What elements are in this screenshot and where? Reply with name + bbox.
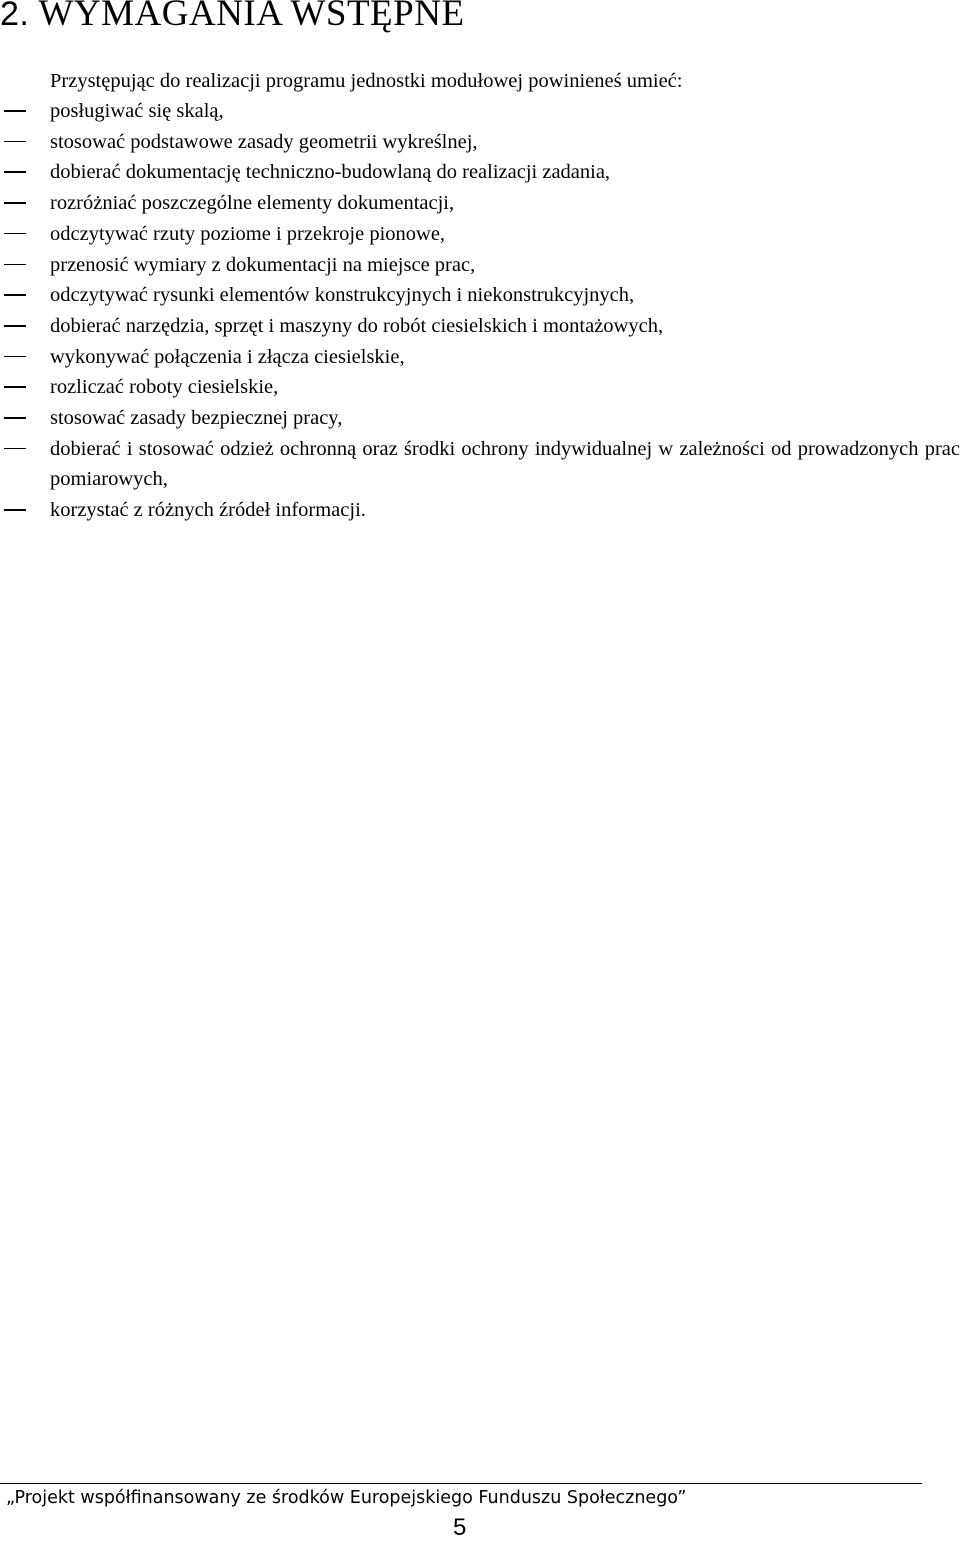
section-title: WYMAGANIA WSTĘPNE	[38, 0, 465, 34]
list-item-text: rozliczać roboty ciesielskie,	[50, 376, 279, 399]
list-item-text: posługiwać się skalą,	[50, 100, 224, 122]
dash-bullet-icon	[4, 141, 26, 143]
dash-bullet-icon	[4, 509, 26, 511]
requirements-list	[0, 96, 960, 526]
list-item	[0, 495, 960, 526]
list-item-text: odczytywać rzuty poziome i przekroje pionowe,	[50, 222, 446, 245]
list-item-text: rozróżniać poszczególne elementy dokumentacji,	[50, 192, 455, 215]
dash-bullet-icon	[4, 171, 26, 173]
page-number: 5	[453, 1514, 467, 1541]
list-item	[0, 219, 960, 250]
dash-bullet-icon	[4, 202, 26, 204]
list-item	[0, 434, 960, 495]
dash-bullet-icon	[4, 356, 26, 358]
list-item	[0, 127, 960, 158]
list-item-text: stosować podstawowe zasady geometrii wykreślnej,	[50, 130, 478, 153]
dash-bullet-icon	[4, 264, 26, 266]
dash-bullet-icon	[4, 386, 26, 388]
list-item	[0, 250, 960, 281]
dash-bullet-icon	[4, 233, 26, 235]
list-item-text: korzystać z różnych źródeł informacji.	[50, 499, 366, 522]
footer-funding-note: „Projekt współfinansowany ze środków Europejskiego Funduszu Społecznego”	[6, 1488, 687, 1508]
list-item	[0, 157, 960, 188]
intro-paragraph: Przystępując do realizacji programu jednostki modułowej powinieneś umieć:	[50, 70, 683, 92]
list-item	[0, 403, 960, 434]
dash-bullet-icon	[4, 110, 26, 112]
dash-bullet-icon	[4, 448, 26, 450]
section-heading	[0, 0, 465, 36]
dash-bullet-icon	[4, 294, 26, 296]
list-item-text: dobierać narzędzia, sprzęt i maszyny do robót ciesielskich i montażowych,	[50, 314, 664, 337]
list-item	[0, 372, 960, 403]
list-item	[0, 342, 960, 373]
dash-bullet-icon	[4, 325, 26, 327]
list-item	[0, 188, 960, 219]
footer-divider	[0, 1483, 922, 1484]
list-item-text: przenosić wymiary z dokumentacji na miejsce prac,	[50, 253, 476, 276]
list-item-text: odczytywać rysunki elementów konstrukcyjnych i niekonstrukcyjnych,	[50, 284, 635, 307]
list-item	[0, 96, 960, 127]
list-item-text: dobierać dokumentację techniczno-budowlaną do realizacji zadania,	[50, 161, 611, 184]
section-number: 2.	[0, 0, 30, 33]
dash-bullet-icon	[4, 417, 26, 419]
list-item-text: wykonywać połączenia i złącza ciesielskie,	[50, 345, 405, 368]
list-item	[0, 280, 960, 311]
list-item	[0, 311, 960, 342]
list-item-text: dobierać i stosować odzież ochronną oraz środki ochrony indywidualnej w zależności od prowadzonych prac pomiarowych,	[50, 437, 960, 491]
list-item-text: stosować zasady bezpiecznej pracy,	[50, 407, 343, 430]
